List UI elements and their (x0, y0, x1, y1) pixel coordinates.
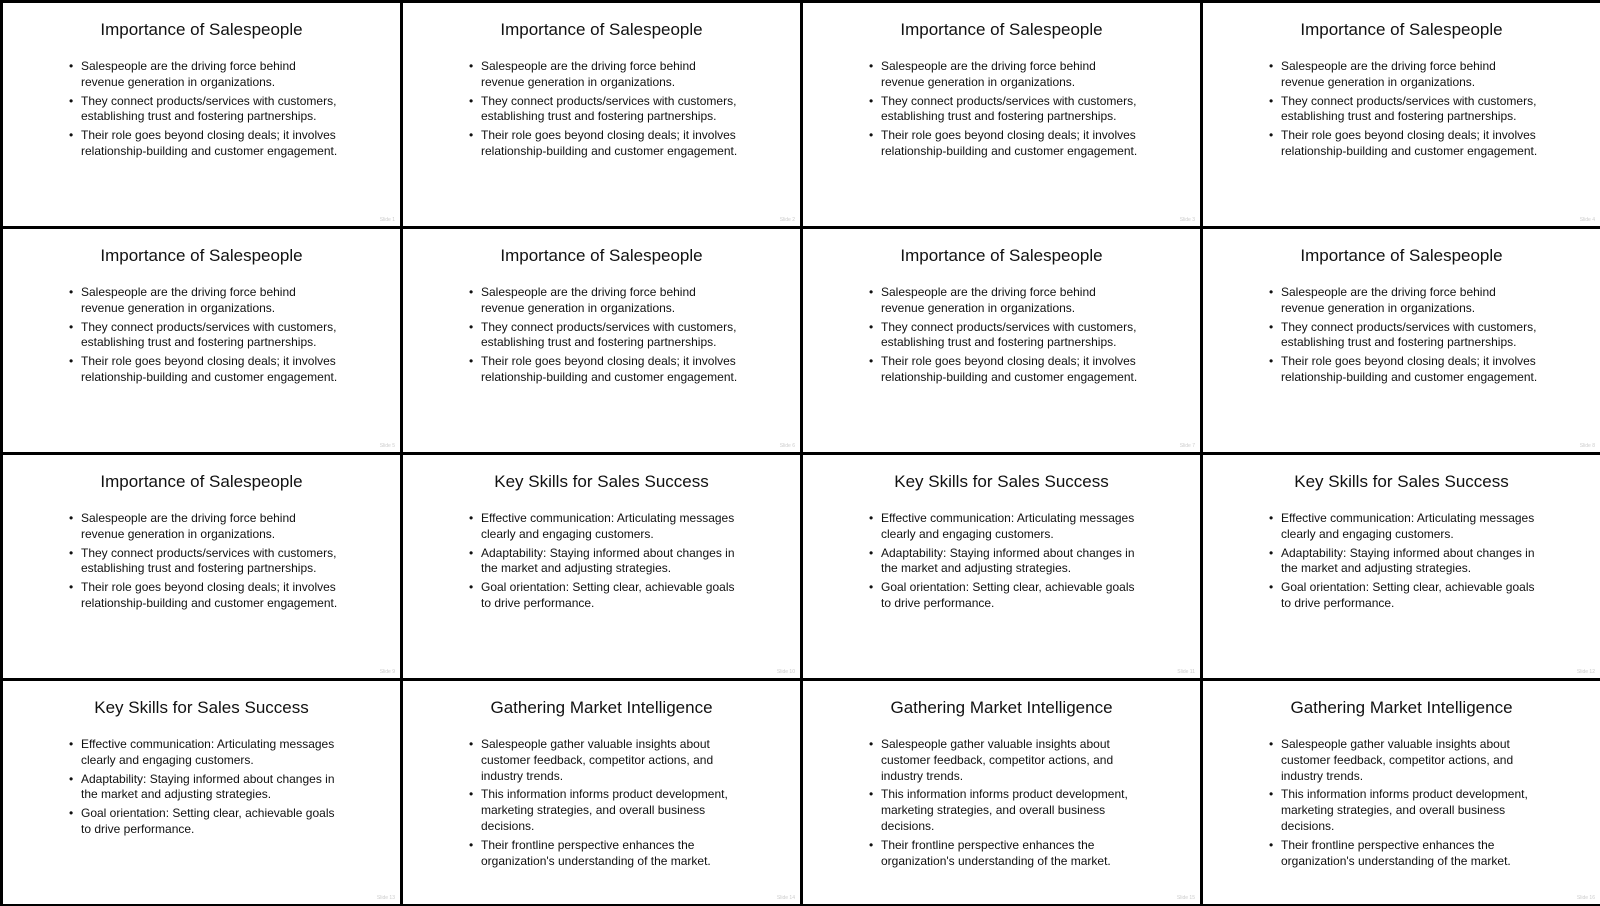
slide-thumbnail[interactable] (803, 229, 1200, 452)
bullet-item: • Goal orientation: Setting clear, achievable goals to drive performance. (69, 806, 339, 838)
bullet-item: • Effective communication: Articulating messages clearly and engaging customers. (869, 511, 1139, 543)
bullet-item: • Their role goes beyond closing deals; it involves relationship-building and customer engagement. (1269, 354, 1539, 386)
bullet-item: • They connect products/services with customers, establishing trust and fostering partnerships. (469, 320, 739, 352)
bullet-item: • Salespeople are the driving force behind revenue generation in organizations. (1269, 285, 1539, 317)
slide-thumbnail[interactable] (803, 3, 1200, 226)
bullet-list (1269, 59, 1539, 163)
bullet-item: • This information informs product development, marketing strategies, and overall business decisions. (469, 787, 739, 834)
bullet-item: • This information informs product development, marketing strategies, and overall business decisions. (1269, 787, 1539, 834)
bullet-item: • They connect products/services with customers, establishing trust and fostering partnerships. (69, 320, 339, 352)
bullet-item: • Effective communication: Articulating messages clearly and engaging customers. (469, 511, 739, 543)
slide-thumbnail[interactable] (1203, 229, 1600, 452)
slide-number: Slide 10 (776, 669, 795, 675)
bullet-list (69, 59, 339, 163)
bullet-list (869, 737, 1139, 872)
slide-thumbnail[interactable] (803, 455, 1200, 678)
bullet-item: • Salespeople are the driving force behind revenue generation in organizations. (469, 59, 739, 91)
bullet-item: • Salespeople are the driving force behind revenue generation in organizations. (1269, 59, 1539, 91)
slide-thumbnail[interactable] (403, 3, 800, 226)
bullet-item: • Their role goes beyond closing deals; it involves relationship-building and customer engagement. (69, 354, 339, 386)
bullet-item: • They connect products/services with customers, establishing trust and fostering partnerships. (469, 94, 739, 126)
slide-title: Importance of Salespeople (100, 246, 303, 265)
bullet-item: • Their role goes beyond closing deals; it involves relationship-building and customer engagement. (469, 128, 739, 160)
bullet-list (869, 511, 1139, 615)
bullet-item: • They connect products/services with customers, establishing trust and fostering partnerships. (869, 320, 1139, 352)
slide-thumbnail[interactable] (3, 229, 400, 452)
slide-number: Slide 11 (1177, 669, 1195, 675)
slide-number: Slide 5 (379, 443, 395, 449)
bullet-list (1269, 737, 1539, 872)
bullet-item: • Their role goes beyond closing deals; it involves relationship-building and customer engagement. (469, 354, 739, 386)
bullet-item: • Salespeople are the driving force behind revenue generation in organizations. (69, 285, 339, 317)
slide-number: Slide 6 (779, 443, 795, 449)
slide-number: Slide 16 (1576, 895, 1595, 901)
slide-number: Slide 1 (379, 217, 395, 223)
slide-title: Gathering Market Intelligence (890, 698, 1113, 717)
slide-title: Importance of Salespeople (100, 472, 303, 491)
slide-thumbnail[interactable] (1203, 681, 1600, 904)
bullet-item: • Goal orientation: Setting clear, achievable goals to drive performance. (869, 580, 1139, 612)
bullet-item: • Adaptability: Staying informed about changes in the market and adjusting strategies. (869, 546, 1139, 578)
slide-title: Gathering Market Intelligence (490, 698, 713, 717)
bullet-list (469, 737, 739, 872)
bullet-list (1269, 511, 1539, 615)
slide-thumbnail[interactable] (3, 455, 400, 678)
bullet-item: • Their role goes beyond closing deals; it involves relationship-building and customer engagement. (69, 128, 339, 160)
slide-title: Importance of Salespeople (500, 246, 703, 265)
bullet-item: • Goal orientation: Setting clear, achievable goals to drive performance. (469, 580, 739, 612)
bullet-list (869, 59, 1139, 163)
bullet-item: • Salespeople gather valuable insights about customer feedback, competitor actions, and industry trends. (869, 737, 1139, 784)
bullet-item: • Adaptability: Staying informed about changes in the market and adjusting strategies. (1269, 546, 1539, 578)
slide-title: Key Skills for Sales Success (494, 472, 709, 491)
slide-title: Importance of Salespeople (1300, 20, 1503, 39)
slide-number: Slide 14 (776, 895, 795, 901)
slide-title: Key Skills for Sales Success (1294, 472, 1509, 491)
bullet-list (69, 737, 339, 841)
bullet-item: • Their frontline perspective enhances the organization's understanding of the market. (869, 838, 1139, 870)
bullet-item: • Their role goes beyond closing deals; it involves relationship-building and customer engagement. (1269, 128, 1539, 160)
bullet-item: • Their frontline perspective enhances the organization's understanding of the market. (1269, 838, 1539, 870)
slide-thumbnail[interactable] (3, 681, 400, 904)
slide-title: Gathering Market Intelligence (1290, 698, 1513, 717)
bullet-item: • They connect products/services with customers, establishing trust and fostering partnerships. (1269, 94, 1539, 126)
slide-title: Importance of Salespeople (900, 246, 1103, 265)
bullet-item: • Salespeople are the driving force behind revenue generation in organizations. (869, 59, 1139, 91)
bullet-item: • Salespeople are the driving force behind revenue generation in organizations. (69, 511, 339, 543)
bullet-list (469, 285, 739, 389)
slide-thumbnail[interactable] (803, 681, 1200, 904)
bullet-list (1269, 285, 1539, 389)
slide-number: Slide 4 (1579, 217, 1595, 223)
bullet-item: • Adaptability: Staying informed about changes in the market and adjusting strategies. (69, 772, 339, 804)
slide-title: Key Skills for Sales Success (94, 698, 309, 717)
slide-thumbnail[interactable] (3, 3, 400, 226)
slide-thumbnail[interactable] (403, 229, 800, 452)
bullet-item: • This information informs product development, marketing strategies, and overall business decisions. (869, 787, 1139, 834)
bullet-item: • Their role goes beyond closing deals; it involves relationship-building and customer engagement. (869, 354, 1139, 386)
slide-title: Importance of Salespeople (1300, 246, 1503, 265)
slide-title: Importance of Salespeople (100, 20, 303, 39)
slide-number: Slide 3 (1179, 217, 1195, 223)
bullet-item: • They connect products/services with customers, establishing trust and fostering partnerships. (869, 94, 1139, 126)
slide-number: Slide 2 (779, 217, 795, 223)
bullet-list (469, 511, 739, 615)
slide-thumbnail[interactable] (1203, 3, 1600, 226)
bullet-item: • They connect products/services with customers, establishing trust and fostering partnerships. (1269, 320, 1539, 352)
slide-number: Slide 9 (379, 669, 395, 675)
slide-number: Slide 15 (1176, 895, 1195, 901)
bullet-item: • Salespeople are the driving force behind revenue generation in organizations. (69, 59, 339, 91)
slide-thumbnail[interactable] (403, 681, 800, 904)
bullet-item: • They connect products/services with customers, establishing trust and fostering partnerships. (69, 94, 339, 126)
bullet-item: • Their role goes beyond closing deals; it involves relationship-building and customer engagement. (69, 580, 339, 612)
bullet-list (869, 285, 1139, 389)
slide-title: Importance of Salespeople (500, 20, 703, 39)
bullet-item: • Adaptability: Staying informed about changes in the market and adjusting strategies. (469, 546, 739, 578)
slide-thumbnail[interactable] (403, 455, 800, 678)
slide-title: Importance of Salespeople (900, 20, 1103, 39)
bullet-item: • Effective communication: Articulating messages clearly and engaging customers. (69, 737, 339, 769)
bullet-item: • Salespeople gather valuable insights about customer feedback, competitor actions, and industry trends. (469, 737, 739, 784)
bullet-item: • Goal orientation: Setting clear, achievable goals to drive performance. (1269, 580, 1539, 612)
bullet-item: • Salespeople are the driving force behind revenue generation in organizations. (469, 285, 739, 317)
bullet-list (469, 59, 739, 163)
bullet-item: • Salespeople are the driving force behind revenue generation in organizations. (869, 285, 1139, 317)
bullet-item: • Effective communication: Articulating messages clearly and engaging customers. (1269, 511, 1539, 543)
bullet-item: • They connect products/services with customers, establishing trust and fostering partnerships. (69, 546, 339, 578)
slide-number: Slide 12 (1576, 669, 1595, 675)
bullet-item: • Salespeople gather valuable insights about customer feedback, competitor actions, and industry trends. (1269, 737, 1539, 784)
slide-thumbnail[interactable] (1203, 455, 1600, 678)
bullet-list (69, 511, 339, 615)
bullet-list (69, 285, 339, 389)
slide-number: Slide 7 (1179, 443, 1195, 449)
bullet-item: • Their role goes beyond closing deals; it involves relationship-building and customer engagement. (869, 128, 1139, 160)
bullet-item: • Their frontline perspective enhances the organization's understanding of the market. (469, 838, 739, 870)
slide-title: Key Skills for Sales Success (894, 472, 1109, 491)
slide-number: Slide 8 (1579, 443, 1595, 449)
slide-number: Slide 13 (376, 895, 395, 901)
